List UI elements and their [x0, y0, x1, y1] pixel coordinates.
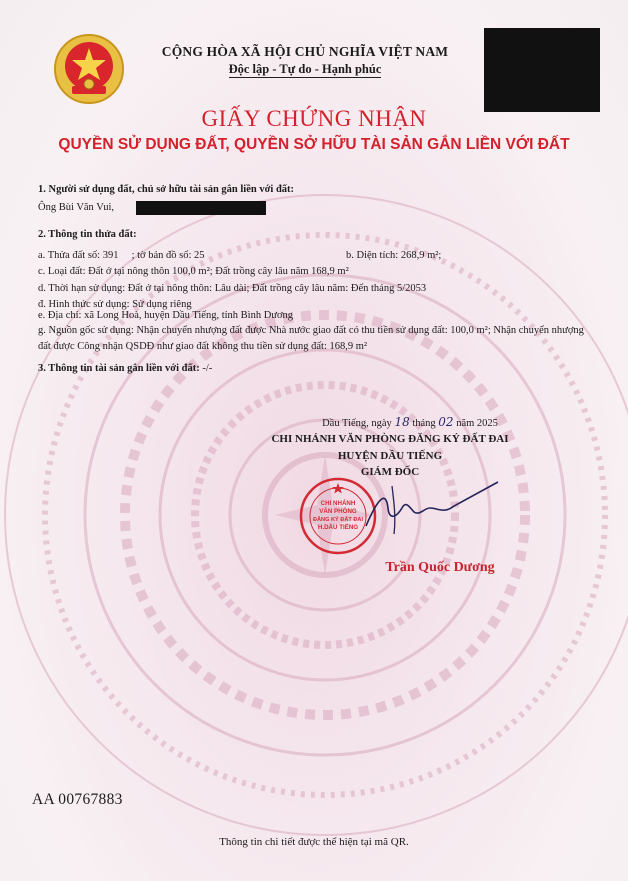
issuing-district: HUYỆN DẦU TIẾNG: [337, 450, 443, 462]
parcel-address: e. Địa chỉ: xã Long Hoà, huyện Dầu Tiếng, tỉnh Bình Dương: [38, 310, 294, 321]
month-label: tháng: [412, 418, 436, 429]
section-3-heading: 3. Thông tin tài sản gắn liền với đất:: [38, 363, 200, 374]
stamp-line-2: VĂN PHÒNG: [319, 508, 357, 515]
signer-name: Trần Quốc Dương: [385, 560, 495, 575]
qr-note: Thông tin chi tiết được thể hiện tại mã QR.: [219, 836, 409, 848]
section-2-heading: 2. Thông tin thửa đất:: [38, 229, 137, 240]
issue-month: 02: [438, 415, 454, 429]
issue-year: năm 2025: [456, 418, 498, 429]
parcel-area: b. Diện tích: 268,9 m²;: [346, 250, 442, 261]
stamp-line-4: H.DẦU TIẾNG: [317, 524, 359, 531]
national-name: CỘNG HÒA XÃ HỘI CHỦ NGHĨA VIỆT NAM: [161, 44, 449, 59]
owner-name: Ông Bùi Văn Vui,: [38, 202, 114, 213]
redacted-name: [136, 201, 266, 215]
certificate-subtitle: QUYỀN SỬ DỤNG ĐẤT, QUYỀN SỞ HỮU TÀI SẢN GẮN LIỀN VỚI ĐẤT: [58, 136, 570, 153]
section-1-heading: 1. Người sử dụng đất, chủ sở hữu tài sản gắn liền với đất:: [38, 184, 295, 195]
signer-role: GIÁM ĐỐC: [360, 466, 420, 478]
issuing-office: CHI NHÁNH VĂN PHÒNG ĐĂNG KÝ ĐẤT ĐAI: [271, 433, 509, 445]
section-3: [38, 363, 212, 374]
usage-origin: g. Nguồn gốc sử dụng: Nhận chuyển nhượng đất được Nhà nước giao đất có thu tiền sử dụng đất: 100,0 m²; Nhận chuyển nhượng đất được Công nhận QSDĐ như giao đất không thu tiền sử dụng đất: 168,9 m²: [38, 325, 584, 352]
redacted-area: [484, 28, 600, 112]
national-emblem-icon: [52, 32, 126, 106]
national-motto: Độc lập - Tự do - Hạnh phúc: [228, 62, 382, 76]
handwritten-signature: [358, 478, 508, 538]
certificate-title: GIẤY CHỨNG NHẬN: [201, 106, 427, 131]
land-type: c. Loại đất: Đất ở tại nông thôn 100,0 m²; Đất trồng cây lâu năm 168,9 m²: [38, 266, 349, 277]
section-3-value: -/-: [202, 363, 213, 374]
issue-day: 18: [394, 415, 410, 429]
usage-form: đ. Hình thức sử dụng: Sử dụng riêng: [38, 299, 192, 310]
certificate-serial: AA 00767883: [32, 791, 123, 808]
parcel-number: a. Thửa đất số: 391 ; tờ bản đồ số: 25: [38, 250, 205, 261]
stamp-line-1: CHI NHÁNH: [320, 500, 356, 507]
usage-term: d. Thời hạn sử dụng: Đất ở tại nông thôn: Lâu dài; Đất trồng cây lâu năm: Đến tháng 5/2053: [38, 283, 427, 294]
issue-date: [290, 415, 530, 429]
stamp-line-3: ĐĂNG KÝ ĐẤT ĐAI: [312, 517, 364, 523]
issue-place: Dầu Tiếng, ngày: [322, 418, 392, 429]
